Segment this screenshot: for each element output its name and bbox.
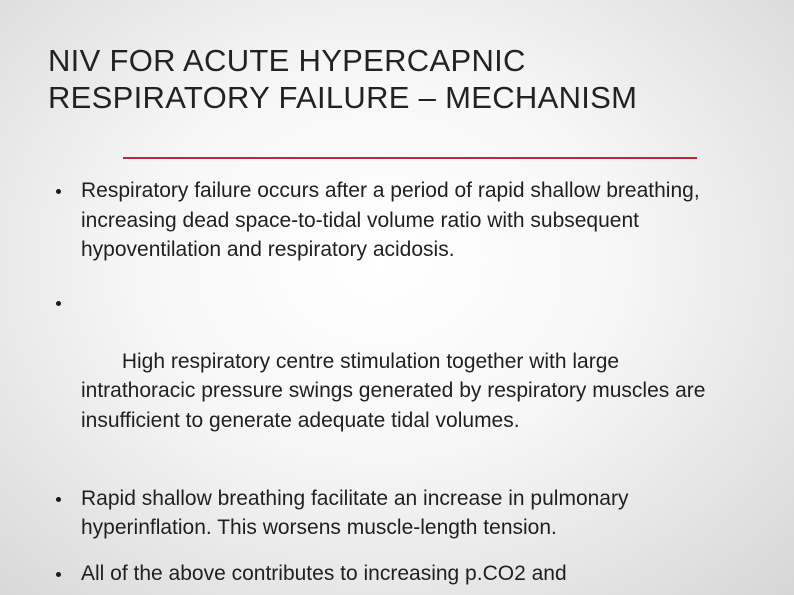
- bullet-dot-icon: [56, 572, 61, 577]
- bullet-dot-icon: [56, 497, 61, 502]
- slide-title-line-2: RESPIRATORY FAILURE – MECHANISM: [48, 80, 638, 115]
- bullet-item: [56, 559, 736, 589]
- bullet-text: Rapid shallow breathing facilitate an increase in pulmonary hyperinflation. This worsens muscle-length tension.: [81, 486, 629, 539]
- title-accent-rule: [123, 157, 697, 159]
- bullet-dot-icon: [56, 301, 61, 306]
- slide-title-line-1: NIV FOR ACUTE HYPERCAPNIC: [48, 43, 526, 78]
- bullet-text: Respiratory failure occurs after a period of rapid shallow breathing, increasing dead space-to-tidal volume ratio with subsequent hypoventilation and respiratory acidosis.: [81, 179, 700, 261]
- bullet-text: High respiratory centre stimulation together with large intrathoracic pressure swings generated by respiratory muscles are insufficient to generate adequate tidal volumes.: [81, 349, 712, 432]
- bullet-text: All of the above contributes to increasing p.CO2 and: [81, 561, 567, 585]
- bullet-item: [56, 176, 736, 265]
- bullet-list: [56, 176, 736, 588]
- bullet-item: [56, 288, 736, 465]
- slide-title: [48, 42, 768, 116]
- bullet-item: [56, 484, 736, 543]
- bullet-dot-icon: [56, 189, 61, 194]
